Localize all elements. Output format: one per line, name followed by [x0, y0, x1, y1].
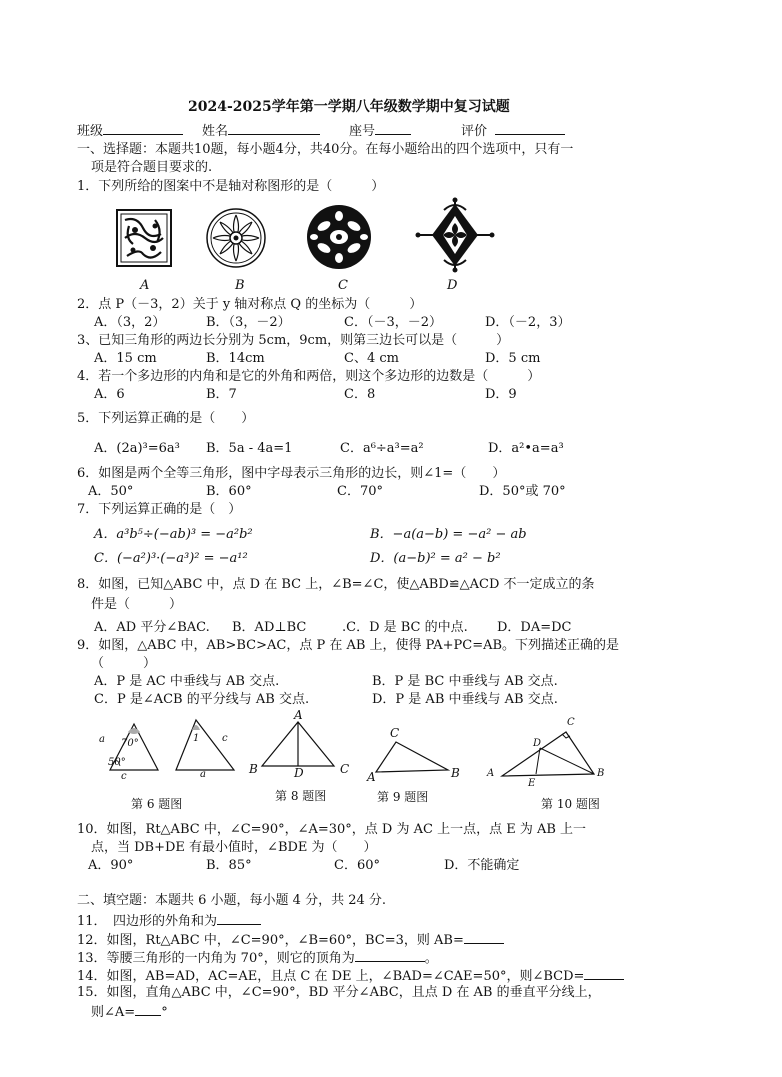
score-field[interactable]: [461, 122, 565, 140]
q15-tail: °: [161, 1005, 168, 1020]
q12-text: 12．如图，Rt△ABC 中，∠C=90°，∠B=60°，BC=3，则 AB=: [77, 933, 464, 948]
q14-text: 14．如图，AB=AD，AC=AE，且点 C 在 DE 上，∠BAD=∠CAE=50°，则∠BCD=: [77, 969, 585, 984]
pattern-d-label: D: [447, 278, 458, 293]
q5-option-a[interactable]: A．(2a)³=6a³: [94, 441, 180, 456]
fig6-label-c: c: [121, 771, 127, 782]
fig9-label-c: C: [390, 726, 400, 740]
pattern-b-label: B: [235, 278, 245, 293]
fig6-label-70: 70°: [121, 738, 139, 749]
q9-option-a[interactable]: A．P 是 AC 中垂线与 AB 交点.: [94, 674, 280, 689]
seat-field[interactable]: [349, 122, 411, 140]
q13-tail: 。: [424, 951, 438, 966]
q8-option-a[interactable]: A．AD 平分∠BAC.: [94, 620, 210, 635]
q10-option-b[interactable]: B．85°: [206, 858, 252, 873]
fig10-caption: 第 10 题图: [541, 797, 600, 811]
q5-option-b[interactable]: B．5a - 4a=1: [206, 441, 293, 456]
fig10-label-e: E: [528, 778, 536, 789]
q10-option-c[interactable]: C．60°: [334, 858, 380, 873]
fig8-label-b: B: [249, 762, 258, 776]
q11-text: 11． 四边形的外角和为: [77, 914, 218, 929]
q13-blank[interactable]: [355, 949, 425, 962]
q7-option-b[interactable]: B．−a(a−b) = −a² − ab: [370, 527, 527, 542]
q11: [77, 912, 261, 930]
q5-text: 5．下列运算正确的是（ ）: [77, 411, 255, 426]
class-label: 班级: [77, 124, 104, 139]
q3-option-a[interactable]: A．15 cm: [94, 351, 157, 366]
q6-option-d[interactable]: D．50°或 70°: [479, 484, 566, 499]
pattern-a-image: [115, 208, 173, 268]
pattern-a-label: A: [140, 278, 150, 293]
fig10-label-d: D: [533, 738, 542, 749]
q8-option-d[interactable]: D．DA=DC: [497, 620, 572, 635]
fig8-label-a: A: [294, 708, 303, 722]
fig6-caption: 第 6 题图: [131, 797, 183, 811]
fig10-label-c: C: [567, 717, 575, 728]
q2-option-c[interactable]: C．（－3，－2）: [344, 315, 442, 330]
figure-10-diagram: [500, 728, 596, 778]
q8-text-cont: 件是（ ）: [91, 597, 183, 612]
q15-blank[interactable]: [135, 1003, 161, 1016]
figure-9-diagram: [374, 740, 450, 774]
fig8-caption: 第 8 题图: [275, 789, 327, 803]
page-title: 2024-2025学年第一学期八年级数学期中复习试题: [188, 99, 510, 115]
q11-blank[interactable]: [217, 912, 261, 925]
q12: [77, 931, 504, 949]
name-label: 姓名: [202, 124, 229, 139]
q10-option-a[interactable]: A．90°: [88, 858, 134, 873]
q8-option-b[interactable]: B．AD⊥BC: [232, 620, 307, 635]
q10-text: 10．如图，Rt△ABC 中，∠C=90°，∠A=30°，点 D 为 AC 上一点，点 E 为 AB 上一: [77, 822, 587, 837]
q7-option-c[interactable]: C．(−a²)³·(−a³)² = −a¹²: [94, 551, 248, 566]
q6-option-a[interactable]: A．50°: [88, 484, 134, 499]
fig9-label-b: B: [451, 766, 460, 780]
fig8-label-d: D: [294, 766, 304, 780]
q13: [77, 949, 438, 967]
fig6-label-50: 50°: [108, 757, 126, 768]
fig6-label-a2: a: [200, 769, 206, 780]
q9-option-c[interactable]: C．P 是∠ACB 的平分线与 AB 交点.: [94, 692, 310, 707]
fig6-label-c2: c: [222, 733, 228, 744]
fig8-label-c: C: [340, 762, 350, 776]
fig10-label-b: B: [597, 768, 605, 779]
q8-option-c[interactable]: .C．D 是 BC 的中点.: [342, 620, 468, 635]
section2-heading: 二、填空题：本题共 6 小题，每小题 4 分，共 24 分.: [77, 893, 387, 908]
fig9-caption: 第 9 题图: [377, 790, 429, 804]
figure-8-diagram: [258, 720, 338, 770]
q9-option-d[interactable]: D．P 是 AB 中垂线与 AB 交点.: [372, 692, 558, 707]
name-field[interactable]: [202, 122, 320, 140]
q5-option-c[interactable]: C．a⁶÷a³=a²: [340, 441, 424, 456]
score-label: 评价: [461, 124, 488, 139]
q4-option-c[interactable]: C．8: [344, 387, 376, 402]
q10-option-d[interactable]: D．不能确定: [444, 858, 520, 873]
q14: [77, 967, 624, 985]
fig6-label-1: 1: [193, 733, 200, 744]
q2-text: 2．点 P（－3，2）关于 y 轴对称点 Q 的坐标为（ ）: [77, 297, 423, 312]
q2-option-b[interactable]: B．（3，－2）: [206, 315, 291, 330]
q7-text: 7．下列运算正确的是（ ）: [77, 502, 242, 517]
q12-blank[interactable]: [464, 931, 504, 944]
seat-label: 座号: [349, 124, 376, 139]
q2-option-d[interactable]: D．（－2，3）: [485, 315, 571, 330]
section1-heading: 一、选择题：本题共10题，每小题4分，共40分。在每小题给出的四个选项中，只有一: [77, 142, 574, 157]
q8-text: 8．如图，已知△ABC 中，点 D 在 BC 上，∠B=∠C，使△ABD≌△ACD 不一定成立的条: [77, 577, 595, 592]
fig10-label-a: A: [487, 768, 495, 779]
pattern-c-image: [304, 204, 374, 270]
q14-blank[interactable]: [584, 967, 624, 980]
q6-text: 6．如图是两个全等三角形，图中字母表示三角形的边长，则∠1=（ ）: [77, 466, 506, 481]
q15-text: 15．如图，直角△ABC 中，∠C=90°，BD 平分∠ABC，且点 D 在 AB 的垂直平分线上，: [77, 985, 601, 1000]
pattern-c-label: C: [338, 278, 348, 293]
pattern-b-image: [205, 207, 267, 269]
fig9-label-a: A: [367, 770, 376, 784]
q15-cont: [91, 1003, 168, 1021]
q4-option-d[interactable]: D．9: [485, 387, 517, 402]
q4-text: 4．若一个多边形的内角和是它的外角和两倍，则这个多边形的边数是（ ）: [77, 369, 541, 384]
section1-heading-cont: 项是符合题目要求的.: [91, 160, 213, 175]
q9-option-b[interactable]: B．P 是 BC 中垂线与 AB 交点.: [372, 674, 558, 689]
q9-text-cont: （ ）: [91, 656, 157, 671]
q3-option-d[interactable]: D．5 cm: [485, 351, 541, 366]
q4-option-a[interactable]: A．6: [94, 387, 125, 402]
q7-option-d[interactable]: D．(a−b)² = a² − b²: [370, 551, 501, 566]
q1-text: 1．下列所给的图案中不是轴对称图形的是（ ）: [77, 179, 385, 194]
q10-text-cont: 点，当 DB+DE 有最小值时，∠BDE 为（ ）: [91, 840, 377, 855]
q13-text: 13．等腰三角形的一内角为 70°，则它的顶角为: [77, 951, 355, 966]
q6-option-c[interactable]: C．70°: [337, 484, 383, 499]
q15-text-cont: 则∠A=: [91, 1005, 136, 1020]
q2-option-a[interactable]: A．（3，2）: [94, 315, 166, 330]
q4-option-b[interactable]: B．7: [206, 387, 237, 402]
pattern-d-image: [414, 196, 496, 274]
q3-option-b[interactable]: B．14cm: [206, 351, 265, 366]
q9-text: 9．如图，△ABC 中，AB>BC>AC，点 P 在 AB 上，使得 PA+PC=AB。下列描述正确的是: [77, 638, 620, 653]
q3-option-c[interactable]: C、4 cm: [344, 351, 399, 366]
fig6-label-a: a: [99, 734, 105, 745]
q5-option-d[interactable]: D．a²•a=a³: [488, 441, 564, 456]
class-field[interactable]: [77, 122, 183, 140]
q7-option-a[interactable]: A．a³b⁵÷(−ab)³ = −a²b²: [94, 527, 253, 542]
q3-text: 3、已知三角形的两边长分别为 5cm，9cm，则第三边长可以是（ ）: [77, 333, 510, 348]
q6-option-b[interactable]: B．60°: [206, 484, 252, 499]
